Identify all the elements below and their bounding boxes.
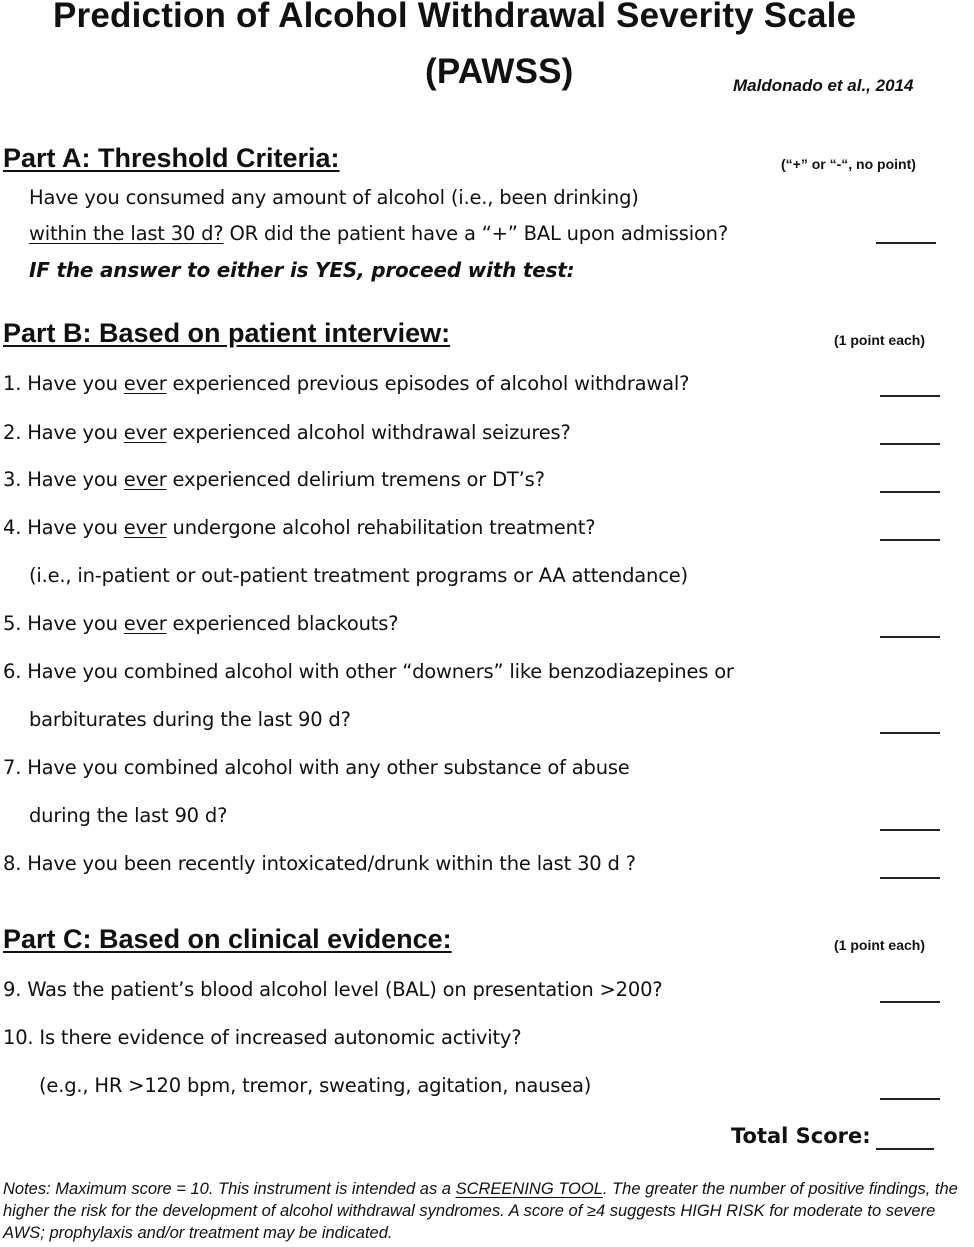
notes: Notes: Maximum score = 10. This instrument is intended as a SCREENING TOOL. The greater the number of positive findings, the higher the risk for the development of alcohol withdrawal syndromes. A score of ≥4 suggests HIGH RISK for moderate to severe AWS; prophylaxis and/or treatment may be indicated. [3, 1180, 958, 1242]
question-10-continuation: (e.g., HR >120 bpm, tremor, sweating, agitation, nausea) [39, 1074, 592, 1097]
answer-blank-4[interactable] [880, 539, 940, 541]
page-subtitle: (PAWSS) [425, 52, 574, 91]
part-b-hint: (1 point each) [834, 332, 926, 348]
part-a-question-rest: OR did the patient have a “+” BAL upon admission? [223, 222, 728, 245]
part-a-hint: (“+” or “-“, no point) [781, 156, 916, 172]
proceed-instruction: IF the answer to either is YES, proceed with test: [29, 258, 575, 282]
question-3: 3. Have you ever experienced delirium tremens or DT’s? [3, 468, 545, 491]
answer-blank-2[interactable] [880, 443, 940, 445]
part-c-hint: (1 point each) [834, 937, 926, 953]
question-8: 8. Have you been recently intoxicated/drunk within the last 30 d ? [3, 852, 636, 875]
answer-blank-1[interactable] [880, 395, 940, 397]
question-4: 4. Have you ever undergone alcohol rehabilitation treatment? [3, 516, 596, 539]
screening-tool-emphasis: SCREENING TOOL [455, 1180, 603, 1198]
question-6-continuation: barbiturates during the last 90 d? [29, 708, 351, 731]
answer-blank-8[interactable] [880, 877, 940, 879]
answer-blank-5[interactable] [880, 636, 940, 638]
total-score-label: Total Score: [731, 1124, 871, 1148]
answer-blank-9[interactable] [880, 1001, 940, 1003]
citation: Maldonado et al., 2014 [733, 76, 914, 95]
answer-blank-6[interactable] [880, 732, 940, 734]
answer-blank-7[interactable] [880, 829, 940, 831]
question-7: 7. Have you combined alcohol with any other substance of abuse [3, 756, 630, 779]
page-title: Prediction of Alcohol Withdrawal Severity Scale [53, 0, 857, 35]
part-a-heading: Part A: Threshold Criteria: [3, 143, 340, 173]
question-9: 9. Was the patient’s blood alcohol level (BAL) on presentation >200? [3, 978, 663, 1001]
question-5: 5. Have you ever experienced blackouts? [3, 612, 399, 635]
part-a-question-line1: Have you consumed any amount of alcohol (i.e., been drinking) [29, 186, 639, 209]
question-4-continuation: (i.e., in-patient or out-patient treatment programs or AA attendance) [29, 564, 688, 587]
question-1: 1. Have you ever experienced previous episodes of alcohol withdrawal? [3, 372, 690, 395]
part-a-timeframe: within the last 30 d? [29, 222, 224, 245]
question-2: 2. Have you ever experienced alcohol withdrawal seizures? [3, 421, 571, 444]
part-a-answer-blank[interactable] [876, 242, 936, 244]
part-a-question-line2 [29, 222, 728, 245]
question-10: 10. Is there evidence of increased autonomic activity? [3, 1026, 522, 1049]
question-6: 6. Have you combined alcohol with other “downers” like benzodiazepines or [3, 660, 734, 683]
part-c-heading: Part C: Based on clinical evidence: [3, 924, 452, 954]
part-b-heading: Part B: Based on patient interview: [3, 318, 451, 348]
question-7-continuation: during the last 90 d? [29, 804, 228, 827]
answer-blank-10[interactable] [880, 1098, 940, 1100]
total-score-blank[interactable] [876, 1148, 934, 1150]
answer-blank-3[interactable] [880, 491, 940, 493]
